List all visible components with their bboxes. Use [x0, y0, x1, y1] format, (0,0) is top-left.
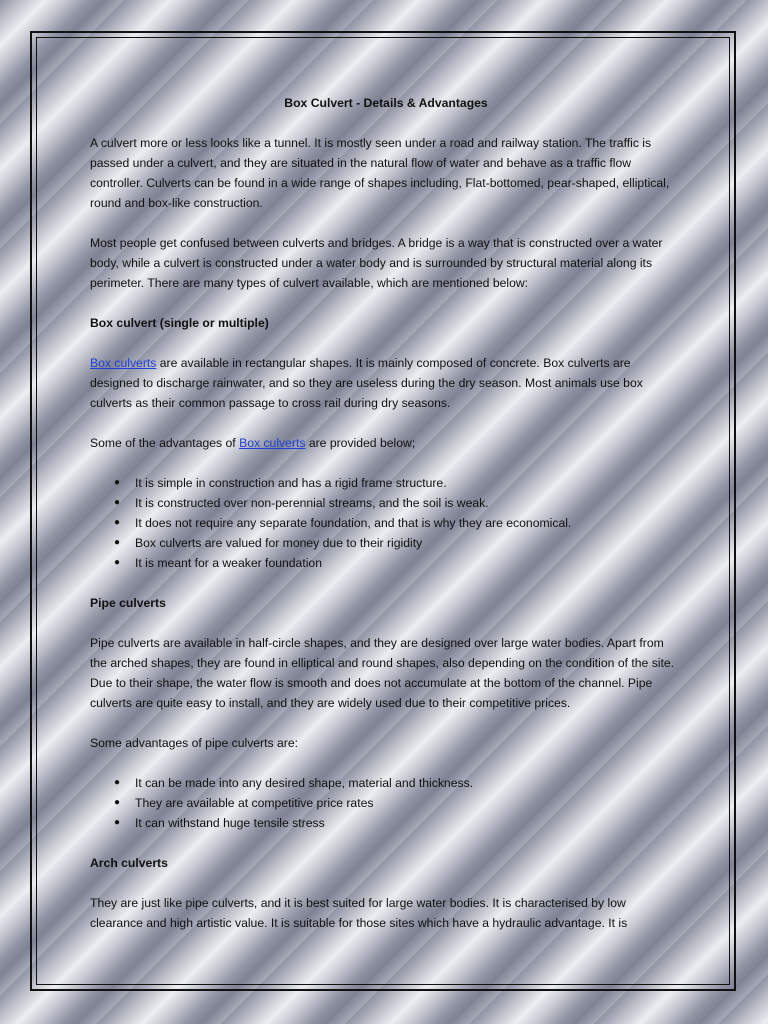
list-item-text: It is meant for a weaker foundation [135, 556, 322, 570]
pipe-advantages-intro: Some advantages of pipe culverts are: [90, 736, 298, 750]
arch-culvert-paragraph: They are just like pipe culverts, and it is best suited for large water bodies. It is characterised by low clearance and high artistic value. It is suitable for those sites which have a hydraulic advantage. It is [90, 896, 628, 930]
list-item [114, 493, 682, 513]
box-culverts-link-2[interactable]: Box culverts [239, 436, 306, 450]
box-advantages-intro [90, 433, 682, 453]
list-item [114, 553, 682, 573]
intro-paragraph-2: Most people get confused between culverts and bridges. A bridge is a way that is constructed over a water body, while a culvert is constructed under a water body and is surrounded by structural material along its perimeter. There are many types of culvert available, which are mentioned below: [90, 236, 663, 290]
list-item-text: It can withstand huge tensile stress [135, 816, 325, 830]
box-adv-pre: Some of the advantages of [90, 436, 240, 450]
list-item [114, 793, 682, 813]
bullet-icon: ● [114, 517, 121, 528]
bullet-icon: ● [114, 817, 121, 828]
pipe-advantages-list [90, 773, 682, 833]
list-item-text: They are available at competitive price rates [135, 796, 374, 810]
intro-paragraph-1: A culvert more or less looks like a tunnel. It is mostly seen under a road and railway station. The traffic is passed under a culvert, and they are situated in the natural flow of water and behave as a traffic flow controller. Culverts can be found in a wide range of shapes including, Flat-bottomed, pear-shaped, elliptical, round and box-like construction. [90, 136, 670, 210]
list-item [114, 513, 682, 533]
box-culvert-paragraph [90, 353, 682, 413]
bullet-icon: ● [114, 797, 121, 808]
bullet-icon: ● [114, 477, 121, 488]
list-item-text: It can be made into any desired shape, material and thickness. [135, 776, 474, 790]
list-item [114, 813, 682, 833]
bullet-icon: ● [114, 537, 121, 548]
box-culvert-desc: are available in rectangular shapes. It is mainly composed of concrete. Box culverts are designed to discharge rainwater, and so they are useless during the dry season. Most animals use box culverts as their common passage to cross rail during dry seasons. [90, 356, 643, 410]
box-adv-post: are provided below; [305, 436, 416, 450]
list-item-text: Box culverts are valued for money due to their rigidity [135, 536, 423, 550]
pipe-culvert-paragraph: Pipe culverts are available in half-circle shapes, and they are designed over large water bodies. Apart from the arched shapes, they are found in elliptical and round shapes, also depending on the condition of the site. Due to their shape, the water flow is smooth and does not accumulate at the bottom of the channel. Pipe culverts are quite easy to install, and they are widely used due to their competitive prices. [90, 636, 675, 710]
list-item [114, 473, 682, 493]
bullet-icon: ● [114, 497, 121, 508]
list-item [114, 533, 682, 553]
box-culvert-heading: Box culvert (single or multiple) [90, 316, 269, 330]
bullet-icon: ● [114, 557, 121, 568]
list-item-text: It does not require any separate foundation, and that is why they are economical. [135, 516, 572, 530]
arch-culvert-heading: Arch culverts [90, 856, 168, 870]
list-item-text: It is constructed over non-perennial streams, and the soil is weak. [135, 496, 489, 510]
list-item [114, 773, 682, 793]
pipe-culvert-heading: Pipe culverts [90, 596, 166, 610]
bullet-icon: ● [114, 777, 121, 788]
box-advantages-list [90, 473, 682, 573]
list-item-text: It is simple in construction and has a rigid frame structure. [135, 476, 447, 490]
document-title: Box Culvert - Details & Advantages [284, 96, 488, 110]
box-culverts-link[interactable]: Box culverts [90, 356, 157, 370]
document-page [90, 93, 682, 953]
